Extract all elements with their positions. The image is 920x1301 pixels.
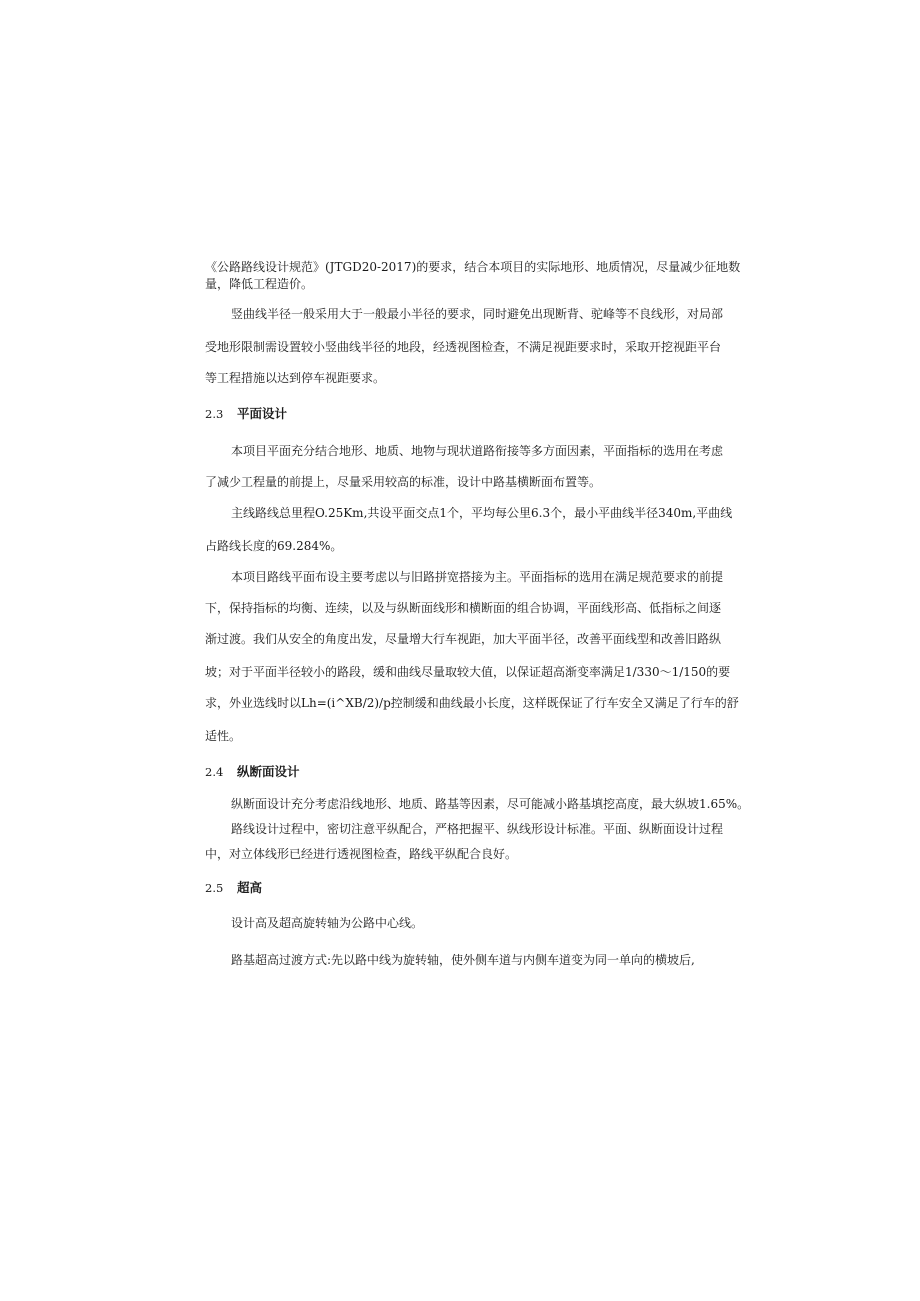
paragraph-line: 《公路路线设计规范》(JTGD20-2017)的要求，结合本项目的实际地形、地质情况，尽量减少征地数 [205, 260, 741, 274]
paragraph-line: 受地形限制需设置较小竖曲线半径的地段，经透视图检查，不满足视距要求时，采取开挖视距平台 [205, 340, 722, 354]
paragraph-line: 路基超高过渡方式:先以路中线为旋转轴，使外侧车道与内侧车道变为同一单向的横坡后, [231, 953, 695, 967]
section-number: 2.5 [205, 881, 224, 895]
paragraph-line: 占路线长度的69.284%。 [205, 539, 343, 553]
paragraph-line: 本项目路线平面布设主要考虑以与旧路拼宽搭接为主。平面指标的选用在满足规范要求的前提 [231, 570, 724, 584]
section-heading-2-3 [205, 406, 745, 422]
paragraph-line: 坡；对于平面半径较小的路段，缓和曲线尽量取较大值，以保证超高渐变率满足1/330～1/150的要 [205, 665, 731, 679]
section-heading-2-5 [205, 880, 745, 896]
paragraph-line: 纵断面设计充分考虑沿线地形、地质、路基等因素，尽可能减小路基填挖高度，最大纵坡1.65%。 [231, 797, 750, 811]
paragraph-line: 主线路线总里程O.25Km,共设平面交点1个，平均每公里6.3个，最小平曲线半径340m,平曲线 [231, 506, 733, 520]
paragraph-line: 等工程措施以达到停车视距要求。 [205, 371, 386, 385]
paragraph-line: 求，外业选线时以Lh=(i^XB/2)/p控制缓和曲线最小长度，这样既保证了行车安全又满足了行车的舒 [205, 696, 739, 710]
paragraph-line: 了减少工程量的前提上，尽量采用较高的标准，设计中路基横断面布置等。 [205, 475, 602, 489]
section-title: 平面设计 [237, 406, 288, 421]
paragraph-line: 设计高及超高旋转轴为公路中心线。 [231, 916, 424, 930]
paragraph-line: 中，对立体线形已经进行透视图检查，路线平纵配合良好。 [205, 847, 518, 861]
section-number: 2.3 [205, 407, 224, 421]
section-title: 纵断面设计 [237, 764, 300, 779]
section-title: 超高 [237, 880, 263, 895]
paragraph-line: 渐过渡。我们从安全的角度出发，尽量增大行车视距，加大平面半径，改善平面线型和改善旧路纵 [205, 632, 722, 646]
paragraph-line: 竖曲线半径一般采用大于一般最小半径的要求，同时避免出现断背、驼峰等不良线形，对局部 [231, 307, 724, 321]
paragraph-line: 量，降低工程造价。 [205, 277, 314, 291]
paragraph-line: 路线设计过程中，密切注意平纵配合，严格把握平、纵线形设计标准。平面、纵断面设计过程 [231, 822, 724, 836]
paragraph-line: 适性。 [205, 729, 242, 743]
paragraph-line: 本项目平面充分结合地形、地质、地物与现状道路衔接等多方面因素，平面指标的选用在考虑 [231, 444, 724, 458]
paragraph-line: 下，保持指标的均衡、连续，以及与纵断面线形和横断面的组合协调，平面线形高、低指标之间逐 [205, 601, 722, 615]
section-heading-2-4 [205, 764, 745, 780]
section-number: 2.4 [205, 765, 224, 779]
